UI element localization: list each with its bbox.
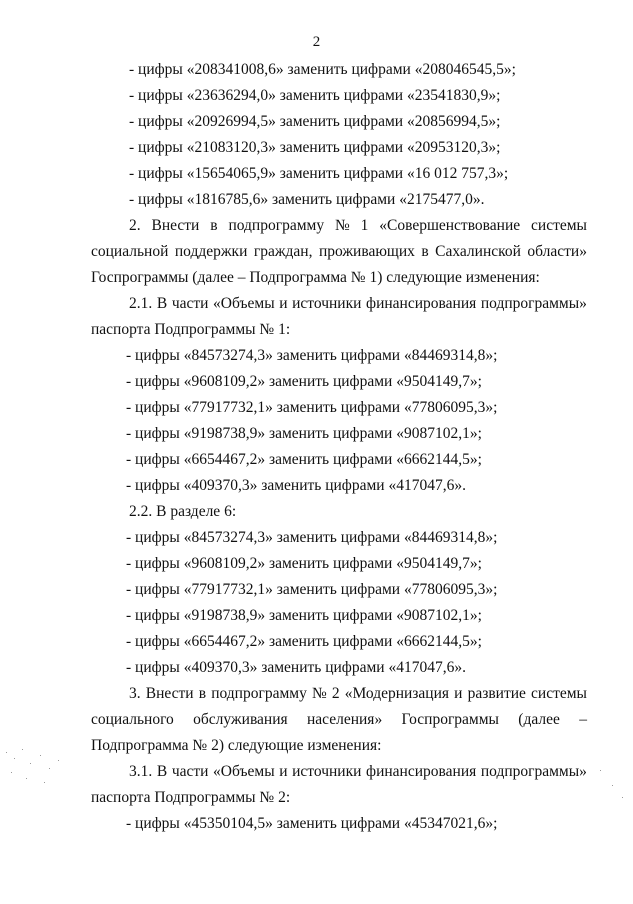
scan-speckle xyxy=(11,772,12,773)
paragraph-2-1-line-1: 2.1. В части «Объемы и источники финансирования подпрограммы» xyxy=(129,295,587,312)
list-item: - цифры «6654467,2» заменить цифрами «6662144,5»; xyxy=(126,633,482,650)
scan-speckle xyxy=(22,749,23,750)
list-item: - цифры «409370,3» заменить цифрами «417047,6». xyxy=(126,659,466,676)
list-item: - цифры «9198738,9» заменить цифрами «9087102,1»; xyxy=(126,425,482,442)
scan-speckle xyxy=(622,797,623,798)
list-item: - цифры «77917732,1» заменить цифрами «77806095,3»; xyxy=(126,399,498,416)
list-item: - цифры «9198738,9» заменить цифрами «9087102,1»; xyxy=(126,607,482,624)
list-item: - цифры «409370,3» заменить цифрами «417047,6». xyxy=(126,477,466,494)
scan-speckle xyxy=(26,778,27,779)
paragraph-3-1-line-1: 3.1. В части «Объемы и источники финансирования подпрограммы» xyxy=(129,763,587,780)
paragraph-3-line-3: Подпрограмма № 2) следующие изменения: xyxy=(91,737,382,754)
page-number: 2 xyxy=(312,34,321,50)
list-item: - цифры «208341008,6» заменить цифрами «208046545,5»; xyxy=(129,61,516,78)
list-item: - цифры «20926994,5» заменить цифрами «20856994,5»; xyxy=(129,113,501,130)
list-item: - цифры «84573274,3» заменить цифрами «84469314,8»; xyxy=(126,529,498,546)
paragraph-2-line-1: 2. Внести в подпрограмму № 1 «Совершенствование системы xyxy=(129,217,587,234)
scan-speckle xyxy=(44,782,45,783)
list-item: - цифры «9608109,2» заменить цифрами «9504149,7»; xyxy=(126,555,482,572)
paragraph-2-line-3: Госпрограммы (далее – Подпрограмма № 1) следующие изменения: xyxy=(91,269,540,286)
paragraph-3-line-1: 3. Внести в подпрограмму № 2 «Модернизация и развитие системы xyxy=(129,685,587,702)
list-item: - цифры «21083120,3» заменить цифрами «20953120,3»; xyxy=(129,139,501,156)
list-item: - цифры «84573274,3» заменить цифрами «84469314,8»; xyxy=(126,347,498,364)
paragraph-2-line-2: социальной поддержки граждан, проживающих в Сахалинской области» xyxy=(91,243,587,260)
paragraph-3-line-2: социального обслуживания населения» Госпрограммы (далее – xyxy=(91,711,587,728)
scan-speckle xyxy=(612,785,613,786)
list-item: - цифры «6654467,2» заменить цифрами «6662144,5»; xyxy=(126,451,482,468)
paragraph-2-1-line-2: паспорта Подпрограммы № 1: xyxy=(91,321,291,338)
list-item: - цифры «9608109,2» заменить цифрами «9504149,7»; xyxy=(126,373,482,390)
scan-speckle xyxy=(14,758,15,759)
paragraph-3-1-line-2: паспорта Подпрограммы № 2: xyxy=(91,789,291,806)
scan-speckle xyxy=(30,763,31,764)
scan-speckle xyxy=(40,755,41,756)
list-item: - цифры «1816785,6» заменить цифрами «2175477,0». xyxy=(129,191,485,208)
list-item: - цифры «77917732,1» заменить цифрами «77806095,3»; xyxy=(126,581,498,598)
list-item: - цифры «15654065,9» заменить цифрами «16 012 757,3»; xyxy=(129,165,509,182)
list-item: - цифры «45350104,5» заменить цифрами «45347021,6»; xyxy=(126,815,498,832)
scan-speckle xyxy=(49,768,50,769)
scan-speckle xyxy=(58,760,59,761)
scan-speckle xyxy=(600,770,601,771)
list-item: - цифры «23636294,0» заменить цифрами «23541830,9»; xyxy=(129,87,501,104)
scan-speckle xyxy=(6,752,7,753)
document-body xyxy=(91,57,587,837)
section-heading-2-2: 2.2. В разделе 6: xyxy=(129,503,237,520)
